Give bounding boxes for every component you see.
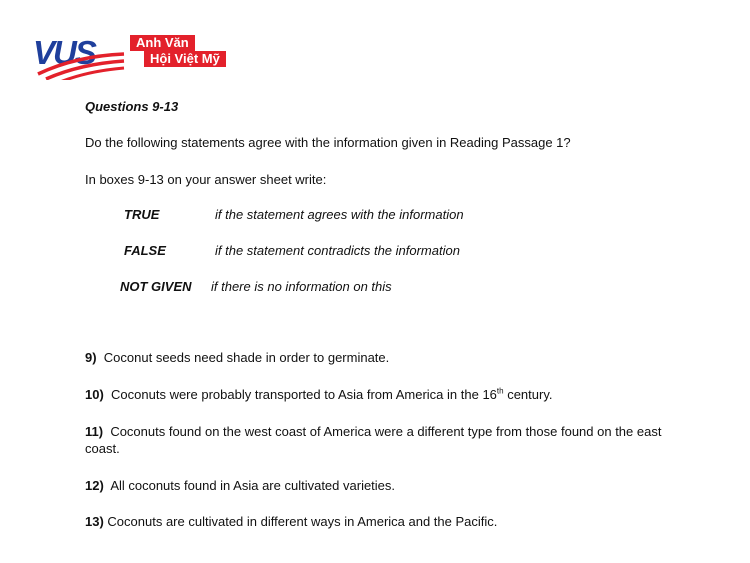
- instruction-line-2: In boxes 9-13 on your answer sheet write:: [85, 172, 327, 187]
- question-superscript: th: [496, 386, 504, 396]
- instruction-line-1: Do the following statements agree with the information given in Reading Passage 1?: [85, 135, 571, 150]
- key-meaning-true: if the statement agrees with the information: [215, 207, 464, 222]
- question-11: [85, 423, 685, 457]
- question-number: 12): [85, 478, 104, 493]
- question-13: [85, 513, 685, 530]
- question-text-end: century.: [503, 387, 553, 402]
- key-term-false: FALSE: [124, 243, 166, 258]
- questions-heading: Questions 9-13: [85, 99, 179, 114]
- question-number: 13): [85, 514, 104, 529]
- question-text: Coconuts are cultivated in different ways in America and the Pacific.: [107, 514, 498, 529]
- key-term-true: TRUE: [124, 207, 160, 222]
- logo-tagline-2: Hội Việt Mỹ: [144, 51, 226, 67]
- key-term-not-given: NOT GIVEN: [120, 279, 192, 294]
- question-text: Coconut seeds need shade in order to germinate.: [103, 350, 390, 365]
- question-12: [85, 477, 685, 494]
- question-text: Coconuts found on the west coast of America were a different type from those found on the east coast.: [85, 424, 662, 456]
- logo-mark-text: VUS: [33, 34, 95, 71]
- vus-logo-mark: [32, 34, 128, 80]
- question-number: 9): [85, 350, 97, 365]
- question-9: [85, 349, 685, 366]
- logo-tagline: [130, 34, 220, 66]
- question-number: 10): [85, 387, 104, 402]
- logo-tagline-1: Anh Văn: [130, 35, 195, 51]
- question-text: Coconuts were probably transported to Asia from America in the 16: [111, 387, 497, 402]
- vus-logo: [32, 34, 242, 80]
- key-meaning-not-given: if there is no information on this: [211, 279, 392, 294]
- key-meaning-false: if the statement contradicts the information: [215, 243, 460, 258]
- question-number: 11): [85, 424, 104, 439]
- question-text: All coconuts found in Asia are cultivated varieties.: [110, 478, 396, 493]
- question-10: [85, 386, 685, 403]
